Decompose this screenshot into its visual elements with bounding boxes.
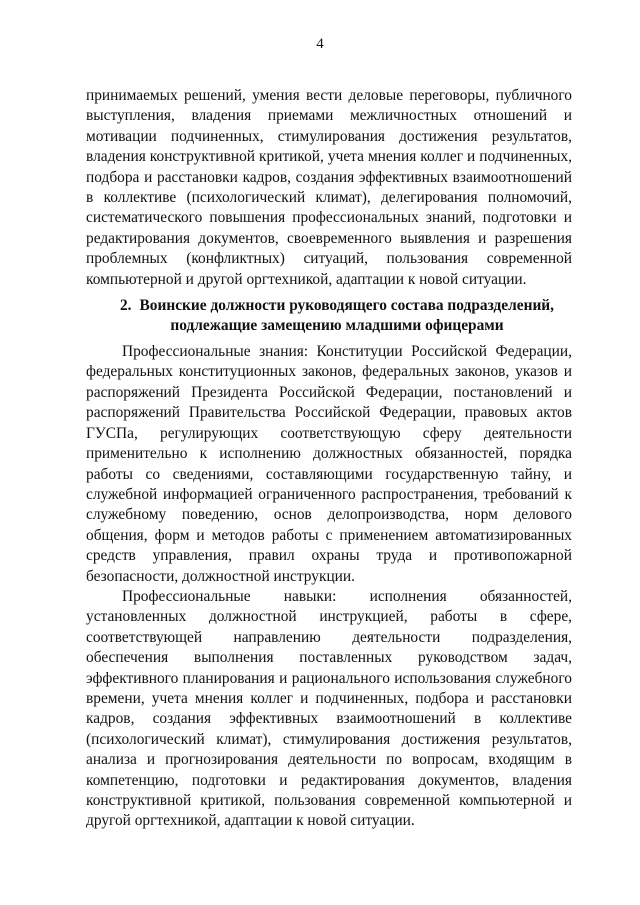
paragraph-continuation: принимаемых решений, умения вести деловые переговоры, публичного выступления, владения приемами межличностных отношений и мотивации подчиненных, стимулирования достижения результатов, владения конструктивной критикой, учета мнения коллег и подчиненных, подбора и расстановки кадров, создания эффективных взаимоотношений в коллективе (психологический климат), делегирования полномочий, систематического повышения профессиональных знаний, подготовки и редактирования документов, своевременного выявления и разрешения проблемных (конфликтных) ситуаций, пользования современной компьютерной и другой оргтехникой, адаптации к новой ситуации. [86, 87, 572, 288]
section-number: 2. [119, 297, 132, 315]
section-title: Воинские должности руководящего состава подразделений, подлежащие замещению младшими офицерами [139, 297, 555, 335]
paragraph-professional-skills: Профессиональные навыки: исполнения обязанностей, установленных должностной инструкцией, работы в сфере, соответствующей направлению деятельности подразделения, обеспечения выполнения поставленных руководством задач, эффективного планирования и рационального использования служебного времени, учета мнения коллег и подчиненных, подбора и расстановки кадров, создания эффективных взаимоотношений в коллективе (психологический климат), стимулирования достижения результатов, анализа и прогнозирования деятельности по вопросам, входящим в компетенцию, подготовки и редактирования документов, владения конструктивной критикой, пользования современной компьютерной и другой оргтехникой, адаптации к новой ситуации. [86, 587, 572, 830]
document-body [86, 86, 572, 832]
section-heading [86, 296, 572, 336]
paragraph-professional-knowledge: Профессиональные знания: Конституции Российской Федерации, федеральных конституционных законов, федеральных законов, указов и распоряжений Президента Российской Федерации, постановлений и распоряжений Правительства Российской Федерации, правовых актов ГУСПа, регулирующих соответствующую сферу деятельности применительно к исполнению должностных обязанностей, порядка работы со сведениями, составляющими государственную тайну, и служебной информацией ограниченного распространения, требований к служебному поведению, основ делопроизводства, норм делового общения, форм и методов работы с применением автоматизированных средств управления, правил охраны труда и противопожарной безопасности, должностной инструкции. [86, 343, 572, 585]
page-number: 4 [316, 36, 324, 52]
